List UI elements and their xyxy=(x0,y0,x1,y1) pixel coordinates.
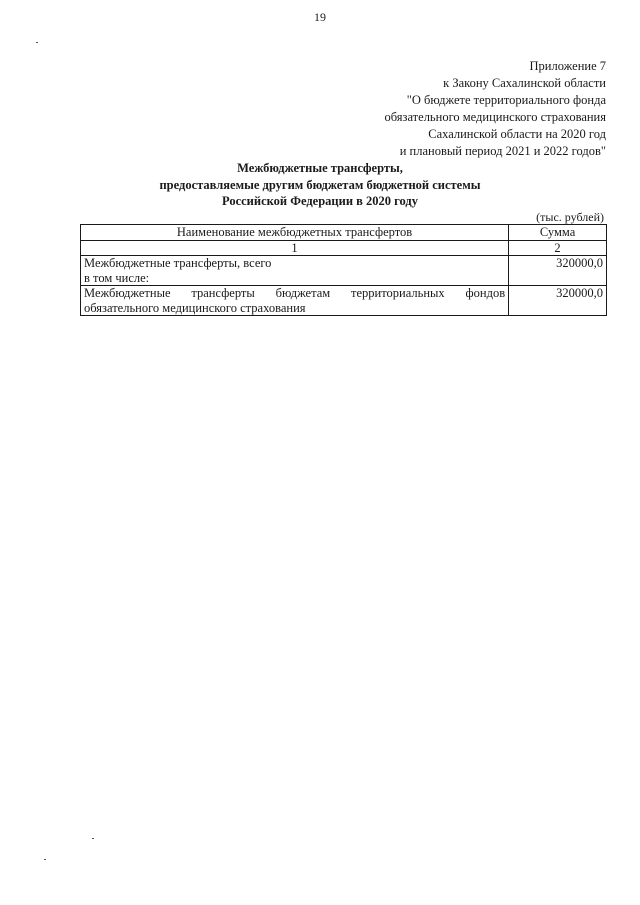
header-sum: Сумма xyxy=(509,225,607,241)
row-sum: 320000,0 xyxy=(509,286,607,316)
column-number: 1 xyxy=(81,240,509,256)
page-number: 19 xyxy=(314,10,326,24)
appendix-line: обязательного медицинского страхования xyxy=(384,110,606,124)
row-name-line: в том числе: xyxy=(84,270,150,285)
appendix-line: к Закону Сахалинской области xyxy=(443,76,606,90)
units-label: (тыс. рублей) xyxy=(536,210,604,224)
appendix-line: "О бюджете территориального фонда xyxy=(406,93,606,107)
scan-speck xyxy=(44,859,46,860)
row-name-line: Межбюджетные трансферты, всего xyxy=(84,256,272,270)
appendix-line: Сахалинской области на 2020 год xyxy=(428,127,606,141)
header-name: Наименование межбюджетных трансфертов xyxy=(81,225,509,241)
table-row xyxy=(81,286,607,316)
table-header-row xyxy=(81,225,607,241)
document-title xyxy=(0,160,640,210)
appendix-heading xyxy=(384,58,606,160)
column-number: 2 xyxy=(509,240,607,256)
title-line: предоставляемые другим бюджетам бюджетной системы xyxy=(159,177,481,192)
title-line: Межбюджетные трансферты, xyxy=(237,161,403,175)
scan-speck xyxy=(36,42,38,43)
appendix-line: и плановый период 2021 и 2022 годов" xyxy=(399,144,606,158)
row-sum: 320000,0 xyxy=(509,256,607,286)
transfers-table xyxy=(80,224,607,316)
column-number-row xyxy=(81,240,607,256)
row-name xyxy=(81,256,509,286)
title-line: Российской Федерации в 2020 году xyxy=(222,194,418,208)
scan-speck xyxy=(92,838,94,839)
table-row xyxy=(81,256,607,286)
row-name: Межбюджетные трансферты бюджетам территориальных фондов обязательного медицинского страхования xyxy=(81,286,509,316)
appendix-line: Приложение 7 xyxy=(529,59,606,73)
